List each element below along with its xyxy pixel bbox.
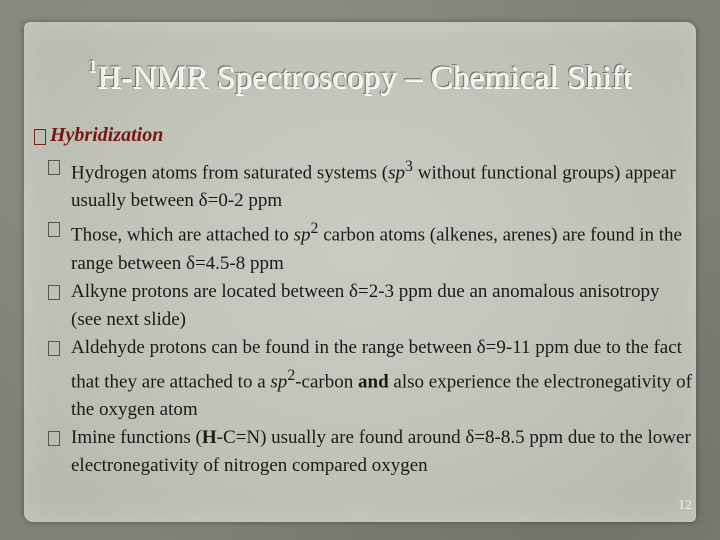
slide-title xyxy=(0,56,720,97)
item-text: -C=N) usually are found around δ=8-8.5 ppm due to the lower electronegativity of nitrogen compared oxygen xyxy=(71,426,691,476)
slide-content xyxy=(34,124,694,480)
list-item xyxy=(48,278,694,334)
sub-bullet-list xyxy=(34,153,694,480)
list-item xyxy=(48,215,694,277)
section-heading: Hybridization xyxy=(50,124,164,146)
item-text: without functional groups) appear usually between δ=0-2 ppm xyxy=(71,162,676,212)
item-text: Those, which are attached to xyxy=(71,224,294,246)
item-text-bold: H xyxy=(201,426,217,448)
item-text: Aldehyde protons can be found in the range between δ=9-11 ppm due to the fact that they are attached to a xyxy=(71,336,682,392)
item-text: also experience the electronegativity of the oxygen atom xyxy=(71,370,692,420)
main-bullet xyxy=(34,124,694,147)
bullet-box-icon xyxy=(48,341,60,356)
title-superscript: 1 xyxy=(87,56,98,76)
bullet-box-icon xyxy=(34,129,46,145)
list-item xyxy=(48,153,694,215)
item-text-italic: sp xyxy=(270,370,288,392)
bullet-box-icon xyxy=(48,222,60,237)
bullet-box-icon xyxy=(48,160,60,175)
item-text-bold: and xyxy=(358,370,389,392)
item-text-italic: sp xyxy=(293,224,311,246)
title-text: H-NMR Spectroscopy – Chemical Shift xyxy=(97,60,633,96)
list-item xyxy=(48,334,694,424)
item-text-sup: 2 xyxy=(287,366,296,384)
page-number: 12 xyxy=(678,498,692,513)
item-text-sup: 3 xyxy=(405,158,413,175)
item-text: Alkyne protons are located between δ=2-3 ppm due an anomalous anisotropy (see next slide) xyxy=(71,280,660,330)
item-text: Imine functions ( xyxy=(71,426,202,448)
list-item xyxy=(48,424,694,480)
item-text-sup: 2 xyxy=(310,220,319,238)
item-text: -carbon xyxy=(295,370,359,392)
bullet-box-icon xyxy=(48,285,60,300)
bullet-box-icon xyxy=(48,431,60,446)
item-text-italic: sp xyxy=(388,162,406,184)
item-text: carbon atoms (alkenes, arenes) are found in the range between δ=4.5-8 ppm xyxy=(71,224,682,274)
item-text: Hydrogen atoms from saturated systems ( xyxy=(71,162,389,184)
